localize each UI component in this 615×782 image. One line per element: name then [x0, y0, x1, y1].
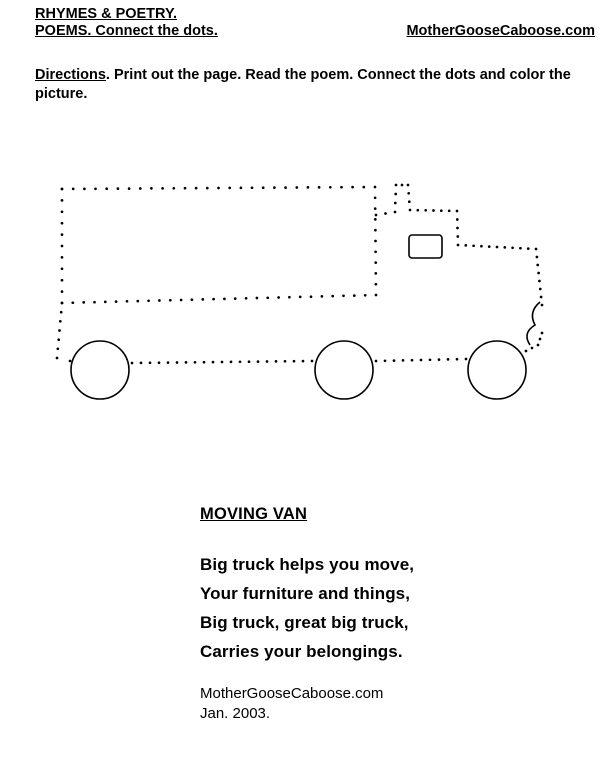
connect-dot	[176, 361, 179, 364]
directions-text: . Print out the page. Read the poem. Connect the dots and color the picture.	[35, 67, 571, 102]
connect-dot	[149, 361, 152, 364]
connect-dot	[136, 300, 139, 303]
connect-dot	[374, 229, 377, 232]
connect-dot	[310, 295, 313, 298]
connect-dot	[374, 240, 377, 243]
connect-dot	[416, 209, 419, 212]
connect-dot	[541, 304, 544, 307]
connect-dot	[384, 212, 387, 215]
connect-dot	[364, 294, 367, 297]
connect-dot	[374, 218, 377, 221]
connect-dot	[194, 361, 197, 364]
connect-dot	[456, 358, 459, 361]
connect-dot	[541, 332, 544, 335]
connect-dot	[539, 288, 542, 291]
connect-dot	[394, 193, 397, 196]
connect-dot	[61, 199, 64, 202]
connect-dot	[61, 210, 64, 213]
connect-dot	[374, 272, 377, 275]
connect-dot	[402, 359, 405, 362]
connect-dot	[407, 184, 410, 187]
connect-dot	[432, 209, 435, 212]
connect-dot	[537, 344, 540, 347]
connect-dot	[311, 360, 314, 363]
connect-dot	[105, 187, 108, 190]
credits-date: Jan. 2003.	[200, 705, 271, 722]
connect-dot	[519, 247, 522, 250]
connect-dot	[362, 186, 365, 189]
connect-dot	[299, 296, 302, 299]
poem-block	[200, 505, 580, 724]
connect-dot	[234, 297, 237, 300]
connect-dot	[169, 299, 172, 302]
connect-dot	[158, 361, 161, 364]
connect-dot	[61, 188, 64, 191]
connect-dot	[262, 186, 265, 189]
connect-dot	[465, 358, 468, 361]
connect-dot	[147, 299, 150, 302]
directions-paragraph	[35, 66, 595, 104]
middle-wheel	[315, 341, 373, 399]
poem-line: Your furniture and things,	[200, 584, 411, 603]
connect-dot	[536, 256, 539, 259]
credits-site: MotherGooseCaboose.com	[200, 685, 384, 702]
connect-dot	[448, 209, 451, 212]
connect-dot	[126, 300, 129, 303]
poem-line: Big truck helps you move,	[200, 555, 415, 574]
connect-dot	[206, 187, 209, 190]
connect-dot	[239, 360, 242, 363]
connect-dot	[440, 209, 443, 212]
connect-dot	[212, 298, 215, 301]
connect-dot	[375, 294, 378, 297]
connect-dot	[140, 362, 143, 365]
connect-dot	[456, 235, 459, 238]
connect-dot	[408, 200, 411, 203]
connect-dot	[525, 350, 528, 353]
connect-dot	[342, 294, 345, 297]
connect-dot	[424, 209, 427, 212]
connect-dot	[538, 280, 541, 283]
cab-window	[409, 235, 442, 258]
connect-dot	[240, 187, 243, 190]
connect-dot	[115, 300, 118, 303]
connect-dot	[307, 186, 310, 189]
connect-dot	[374, 207, 377, 210]
connect-dot	[420, 359, 423, 362]
connect-dot	[375, 360, 378, 363]
rear-wheel	[71, 341, 129, 399]
connect-dot	[158, 299, 161, 302]
poem-title: MOVING VAN	[200, 505, 308, 523]
connect-dot	[58, 329, 61, 332]
connect-dot	[184, 187, 187, 190]
connect-dot	[531, 347, 534, 350]
connect-dot	[61, 245, 64, 248]
connect-dot	[191, 298, 194, 301]
connect-dot	[223, 298, 226, 301]
section-heading-row	[35, 23, 595, 40]
connect-dot	[83, 188, 86, 191]
connect-dot	[353, 294, 356, 297]
connect-dot	[321, 295, 324, 298]
connect-dot	[331, 295, 334, 298]
connect-dot	[201, 298, 204, 301]
connect-dot	[61, 279, 64, 282]
connect-dot	[456, 227, 459, 230]
connect-dot	[536, 264, 539, 267]
connect-dot	[256, 297, 259, 300]
connect-dot	[69, 360, 72, 363]
connect-dot	[275, 360, 278, 363]
connect-dot	[221, 361, 224, 364]
poem-line: Carries your belongings.	[200, 642, 403, 661]
connect-dot	[228, 187, 231, 190]
connect-dot	[195, 187, 198, 190]
connect-dot	[374, 186, 377, 189]
category-heading	[35, 6, 195, 23]
site-link[interactable]: MotherGooseCaboose.com	[406, 23, 595, 39]
connect-dot	[318, 186, 321, 189]
connect-dot	[537, 272, 540, 275]
connect-dot	[457, 244, 460, 247]
connect-dot	[409, 209, 412, 212]
connect-dot	[375, 214, 378, 217]
category-text: RHYMES & POETRY.	[35, 6, 178, 22]
connect-dot	[329, 186, 332, 189]
connect-dot	[340, 186, 343, 189]
connect-dot	[180, 299, 183, 302]
connect-dot	[59, 320, 62, 323]
connect-dot	[394, 211, 397, 214]
connect-dot	[411, 359, 414, 362]
connect-dot	[203, 361, 206, 364]
dot-to-dot-truck-picture	[40, 175, 560, 415]
connect-dot	[212, 361, 215, 364]
connect-dot	[395, 184, 398, 187]
connect-dot	[456, 218, 459, 221]
connect-dots	[56, 184, 544, 365]
connect-dot	[61, 267, 64, 270]
connect-dot	[351, 186, 354, 189]
connect-dot	[511, 246, 514, 249]
connect-dot	[535, 248, 538, 251]
connect-dot	[447, 358, 450, 361]
front-wheel	[468, 341, 526, 399]
connect-dot	[540, 296, 543, 299]
headlight-bumper	[527, 302, 540, 345]
connect-dot	[394, 202, 397, 205]
connect-dot	[266, 360, 269, 363]
connect-dot	[251, 186, 254, 189]
connect-dot	[230, 361, 233, 364]
connect-dot	[104, 301, 107, 304]
connect-dot	[302, 360, 305, 363]
connect-dot	[438, 358, 441, 361]
page-header	[35, 6, 595, 40]
connect-dot	[401, 184, 404, 187]
connect-dot	[480, 245, 483, 248]
connect-dot	[496, 246, 499, 249]
connect-dot	[56, 357, 59, 360]
connect-dot	[131, 362, 134, 365]
connect-dot	[375, 283, 378, 286]
poem-line: Big truck, great big truck,	[200, 613, 409, 632]
connect-dot	[128, 187, 131, 190]
connect-dot	[150, 187, 153, 190]
connect-dot	[266, 296, 269, 299]
connect-dot	[374, 261, 377, 264]
connect-dot	[284, 360, 287, 363]
directions-label: Directions	[35, 67, 106, 83]
connect-dot	[248, 360, 251, 363]
connect-dot	[185, 361, 188, 364]
connect-dot	[407, 192, 410, 195]
connect-dot	[277, 296, 280, 299]
connect-dot	[61, 256, 64, 259]
connect-dot	[374, 196, 377, 199]
connect-dot	[527, 247, 530, 250]
connect-dot	[72, 188, 75, 191]
connect-dot	[295, 186, 298, 189]
connect-dot	[60, 311, 63, 314]
connect-dot	[488, 245, 491, 248]
connect-dot	[293, 360, 296, 363]
connect-dot	[93, 301, 96, 304]
connect-dot	[539, 338, 542, 341]
connect-dot	[61, 222, 64, 225]
connect-dot	[456, 210, 459, 213]
connect-dot	[384, 359, 387, 362]
connect-dot	[503, 246, 506, 249]
connect-dot	[374, 250, 377, 253]
connect-dot	[61, 302, 64, 305]
connect-dot	[288, 296, 291, 299]
connect-dot	[393, 359, 396, 362]
connect-dot	[71, 301, 74, 304]
connect-dot	[284, 186, 287, 189]
credits	[200, 684, 580, 724]
connect-dot	[117, 187, 120, 190]
connect-dot	[161, 187, 164, 190]
connect-dot	[139, 187, 142, 190]
connect-dot	[472, 244, 475, 247]
connect-dot	[429, 358, 432, 361]
connect-dot	[57, 338, 60, 341]
connect-dot	[172, 187, 175, 190]
solid-outlines	[71, 235, 540, 399]
connect-dot	[273, 186, 276, 189]
connect-dot	[245, 297, 248, 300]
connect-dot	[82, 301, 85, 304]
connect-dot	[464, 244, 467, 247]
connect-dot	[217, 187, 220, 190]
section-text: POEMS. Connect the dots.	[35, 23, 218, 39]
connect-dot	[167, 361, 170, 364]
connect-dot	[61, 290, 64, 293]
connect-dot	[94, 187, 97, 190]
connect-dot	[61, 233, 64, 236]
connect-dot	[56, 347, 59, 350]
connect-dot	[257, 360, 260, 363]
